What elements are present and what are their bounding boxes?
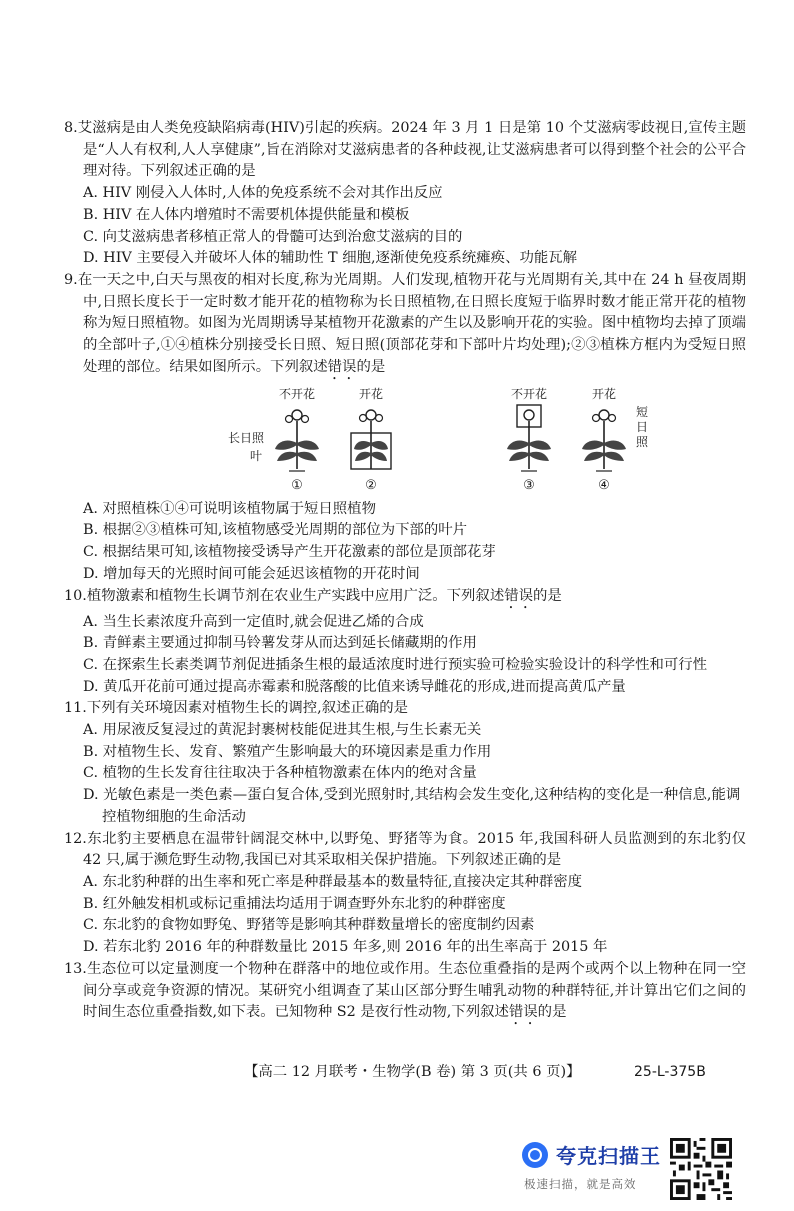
question-10-option-d: D. 黄瓜开花前可通过提高赤霉素和脱落酸的比值来诱导雌花的形成,进而提高黄瓜产量 — [83, 678, 626, 695]
question-13-stem — [64, 959, 746, 1028]
question-9-option-d: D. 增加每天的光照时间可能会延迟该植物的开花时间 — [83, 565, 420, 582]
plant-1-result: 不开花 — [278, 386, 315, 401]
question-10-stem — [64, 586, 746, 612]
question-11-option-d: D. 光敏色素是一类色素—蛋白复合体,受到光照射时,其结构会发生变化,这种结构的变化是一种信息,能调控植物细胞的生命活动 — [83, 787, 741, 825]
qr-code-icon — [670, 1138, 732, 1200]
footer-code: 25-L-375B — [634, 1064, 706, 1080]
question-10-option-a: A. 当生长素浓度升高到一定值时,就会促进乙烯的合成 — [83, 613, 424, 630]
question-content — [64, 118, 746, 1028]
question-13-emphasis: 错误 — [508, 1004, 538, 1021]
question-10-option-b: B. 青鲜素主要通过抑制马铃薯发芽从而达到延长储藏期的作用 — [83, 635, 477, 652]
question-11 — [64, 698, 746, 828]
plant-2-number: ② — [365, 477, 377, 493]
plant-4 — [564, 387, 644, 497]
question-9-option-b: B. 根据②③植株可知,该植物感受光周期的部位为下部的叶片 — [83, 522, 468, 539]
plant-2-result: 开花 — [358, 386, 383, 401]
question-12 — [64, 829, 746, 959]
question-8-option-d: D. HIV 主要侵入并破坏人体的辅助性 T 细胞,逐渐使免疫系统瘫痪、功能瓦解 — [83, 250, 578, 267]
photoperiod-figure — [64, 387, 746, 497]
question-12-option-b: B. 红外触发相机或标记重捕法均适用于调查野外东北豹的种群密度 — [83, 895, 506, 912]
question-10-stem-end: 的是 — [533, 587, 562, 604]
question-10-stem-text: 10.植物激素和植物生长调节剂在农业生产实践中应用广泛。下列叙述 — [64, 587, 505, 604]
question-12-option-a: A. 东北豹种群的出生率和死亡率是种群最基本的数量特征,直接决定其种群密度 — [83, 873, 583, 890]
question-9-option-c: C. 根据结果可知,该植物接受诱导产生开花激素的部位是顶部花芽 — [83, 544, 496, 561]
question-12-option-c: C. 东北豹的食物如野兔、野猪等是影响其种群数量增长的密度制约因素 — [83, 917, 535, 934]
question-8-option-c: C. 向艾滋病患者移植正常人的骨髓可达到治愈艾滋病的目的 — [83, 228, 463, 245]
question-11-option-c: C. 植物的生长发育往往取决于各种植物激素在体内的绝对含量 — [83, 765, 477, 782]
question-10 — [64, 586, 746, 699]
question-13-stem-text: 13.生态位可以定量测度一个物种在群落中的地位或作用。生态位重叠指的是两个或两个以上物种在同一空间分享或竞争资源的情况。某研究小组调查了某山区部分野生哺乳动物的种群特征,并计算出它们之间的时间生态位重叠指数,如下表。已知物种 S2 是夜行性动物,下列叙述 — [64, 960, 746, 1021]
question-13-stem-end: 的是 — [537, 1004, 567, 1021]
plant-3-number: ③ — [523, 477, 535, 493]
question-8-option-b: B. HIV 在人体内增殖时不需要机体提供能量和模板 — [83, 206, 410, 223]
question-9 — [64, 270, 746, 586]
long-day-label: 长日照 — [228, 430, 265, 445]
leaf-label: 叶 — [250, 448, 263, 463]
question-8 — [64, 118, 746, 270]
question-11-stem: 11.下列有关环境因素对植物生长的调控,叙述正确的是 — [64, 700, 409, 717]
question-12-option-d: D. 若东北豹 2016 年的种群数量比 2015 年多,则 2016 年的出生率高于 2015 年 — [83, 939, 608, 956]
plant-4-result: 开花 — [591, 386, 616, 401]
plant-1-drawing — [267, 403, 327, 479]
plant-4-number: ④ — [598, 477, 610, 493]
question-10-option-c: C. 在探索生长素类调节剂促进插条生根的最适浓度时进行预实验可检验实验设计的科学性和可行性 — [83, 656, 708, 673]
scanner-logo-icon — [522, 1142, 548, 1168]
question-8-stem: 8.艾滋病是由人类免疫缺陷病毒(HIV)引起的疾病。2024 年 3 月 1 日是第 10 个艾滋病零歧视日,宣传主题是“人人有权利,人人享健康”,旨在消除对艾滋病患者的各种歧视,让艾滋病患者可以得到整个社会的公平合理对待。下列叙述正确的是 — [64, 120, 746, 180]
question-9-stem — [64, 270, 746, 383]
page-footer — [0, 1061, 794, 1083]
question-9-stem-end: 的是 — [356, 358, 386, 375]
question-9-emphasis: 错误 — [327, 358, 357, 375]
question-13 — [64, 959, 746, 1028]
plant-4-drawing — [574, 403, 634, 479]
question-10-emphasis: 错误 — [504, 587, 534, 604]
plant-3-drawing — [499, 403, 559, 479]
question-11-option-b: B. 对植物生长、发育、繁殖产生影响最大的环境因素是重力作用 — [83, 743, 492, 760]
question-8-option-a: A. HIV 刚侵入人体时,人体的免疫系统不会对其作出反应 — [83, 185, 443, 202]
short-day-label: 短日照 — [636, 404, 649, 449]
plant-2 — [331, 387, 411, 497]
plant-1 — [257, 387, 337, 497]
watermark-title: 夸克扫描王 — [556, 1144, 661, 1168]
plant-1-number: ① — [291, 477, 303, 493]
plant-2-drawing — [341, 403, 401, 479]
plant-3 — [489, 387, 569, 497]
question-9-option-a: A. 对照植株①④可说明该植物属于短日照植物 — [83, 500, 376, 517]
scanner-watermark — [522, 1138, 752, 1198]
question-9-stem-text: 9.在一天之中,白天与黑夜的相对长度,称为光周期。人们发现,植物开花与光周期有关,其中在 24 h 昼夜周期中,日照长度长于一定时数才能开花的植物称为长日照植物,在日照长度短于临界时数才能正常开花的植物称为短日照植物。如图为光周期诱导某植物开花激素的产生以及影响开花的实验。图中植物均去掉了顶端的全部叶子,①④植株分别接受长日照、短日照(顶部花芽和下部叶片均处理);②③植株方框内为受短日照处理的部位。结果如图所示。下列叙述 — [64, 271, 746, 375]
watermark-subtitle: 极速扫描，就是高效 — [524, 1177, 637, 1191]
question-12-stem: 12.东北豹主要栖息在温带针阔混交林中,以野兔、野猪等为食。2015 年,我国科研人员监测到的东北豹仅 42 只,属于濒危野生动物,我国已对其采取相关保护措施。下列叙述正确的是 — [64, 830, 746, 869]
plant-3-result: 不开花 — [510, 386, 547, 401]
question-11-option-a: A. 用尿液反复浸过的黄泥封裹树枝能促进其生根,与生长素无关 — [83, 722, 482, 739]
footer-title: 【高二 12 月联考・生物学(B 卷) 第 3 页(共 6 页)】 — [244, 1064, 581, 1080]
